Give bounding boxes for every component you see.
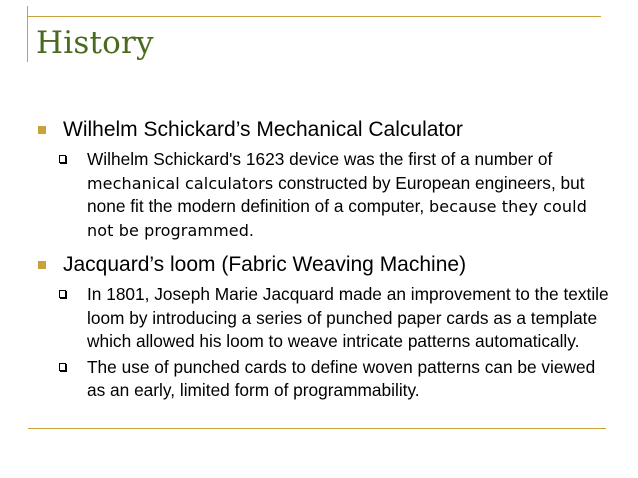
decorative-top-rule: [28, 16, 601, 17]
square-bullet-icon: [38, 126, 46, 134]
decorative-vertical-rule: [27, 6, 28, 62]
box-bullet-icon: [59, 155, 66, 163]
sub-bullet-text: The use of punched cards to define woven patterns can be viewed as an early, limited form of programmability.: [87, 356, 596, 400]
text-segment: Wilhelm Schickard's 1623 device was the first of a number of: [87, 149, 553, 169]
sub-bullet-schickard-description: [35, 148, 610, 242]
box-bullet-icon: [59, 363, 66, 371]
text-segment: constructed by European engineers, but none fit the modern definition of a computer,: [87, 172, 585, 216]
sub-bullet-punched-cards: [35, 356, 610, 403]
bullet-item-jacquard: [35, 252, 610, 277]
bullet-item-schickard: [35, 117, 610, 142]
sub-bullet-jacquard-improvement: [35, 283, 610, 354]
emphasis-could-not-be-programmed: because they could not be programmed: [87, 197, 587, 240]
bullet-item-label: Jacquard’s loom (Fabric Weaving Machine): [63, 253, 467, 276]
box-bullet-icon: [59, 290, 66, 298]
bullet-item-label: Wilhelm Schickard’s Mechanical Calculator: [63, 118, 463, 141]
emphasis-mechanical-calculators: mechanical calculators: [87, 173, 274, 193]
slide-content: [35, 117, 610, 405]
slide-title: History: [36, 25, 154, 61]
decorative-bottom-rule: [28, 428, 606, 429]
sub-bullet-text: In 1801, Joseph Marie Jacquard made an improvement to the textile loom by introducing a series of punched paper cards as a template which allowed his loom to weave intricate patterns automatically.: [87, 284, 609, 351]
square-bullet-icon: [38, 261, 46, 269]
text-segment: .: [248, 219, 254, 240]
